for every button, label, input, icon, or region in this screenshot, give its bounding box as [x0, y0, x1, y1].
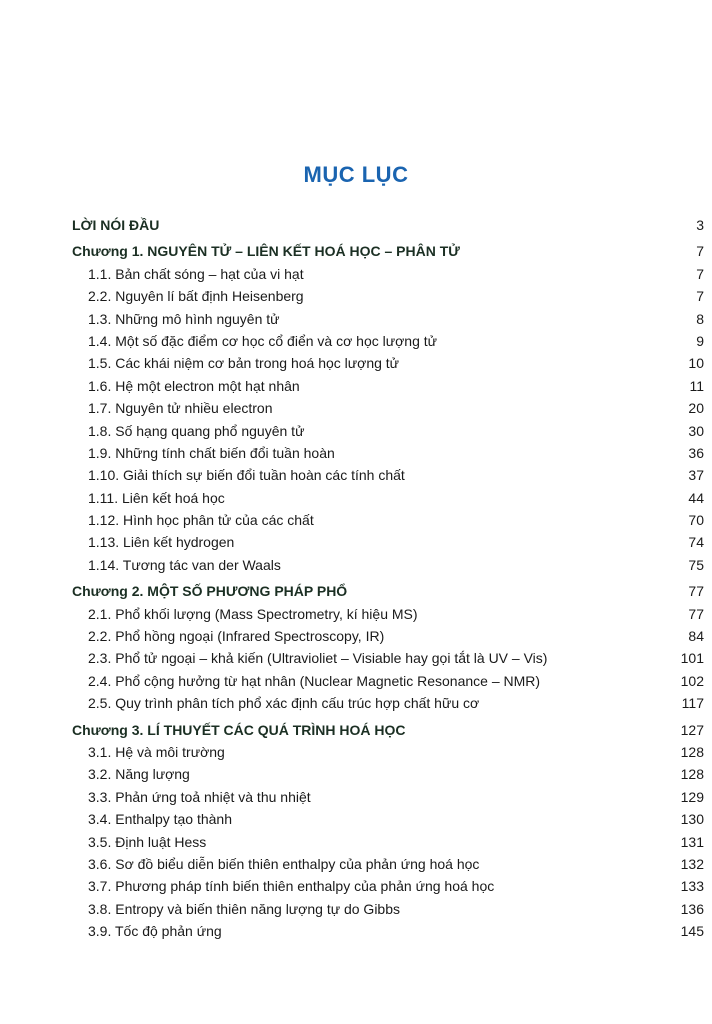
toc-entry-page-number: 132 [680, 855, 704, 872]
table-of-contents [72, 210, 704, 943]
toc-entry-page-number: 8 [696, 310, 704, 327]
toc-chapter-entry [72, 240, 704, 262]
toc-entry-label: 1.9. Những tính chất biến đổi tuần hoàn [88, 444, 335, 461]
toc-section-entry [72, 420, 704, 442]
toc-section-entry [72, 263, 704, 285]
toc-entry-label: 3.5. Định luật Hess [88, 833, 207, 850]
toc-entry-page-number: 9 [696, 332, 704, 349]
toc-entry-page-number: 70 [688, 512, 704, 529]
toc-entry-label: 2.5. Quy trình phân tích phổ xác định cấu trúc hợp chất hữu cơ [88, 695, 480, 712]
toc-chapter-entry [72, 214, 704, 236]
toc-entry-label: 3.6. Sơ đồ biểu diễn biến thiên enthalpy của phản ứng hoá học [88, 855, 480, 872]
toc-entry-label: 1.4. Một số đặc điểm cơ học cổ điển và cơ học lượng tử [88, 332, 438, 349]
toc-entry-page-number: 3 [696, 217, 704, 233]
toc-chapter-entry [72, 580, 704, 602]
toc-section-entry [72, 397, 704, 419]
toc-section-entry [72, 647, 704, 669]
toc-entry-label: Chương 3. LÍ THUYẾT CÁC QUÁ TRÌNH HOÁ HỌC [72, 721, 406, 738]
toc-section-entry [72, 741, 704, 763]
toc-section-entry [72, 487, 704, 509]
toc-entry-label: Chương 2. MỘT SỐ PHƯƠNG PHÁP PHỔ [72, 583, 348, 600]
toc-entry-page-number: 11 [689, 377, 704, 394]
toc-entry-label: 3.9. Tốc độ phản ứng [88, 923, 222, 940]
toc-entry-label: 1.7. Nguyên tử nhiều electron [88, 400, 273, 417]
toc-entry-page-number: 36 [688, 444, 704, 461]
toc-entry-page-number: 37 [688, 467, 704, 484]
toc-entry-label: 3.7. Phương pháp tính biến thiên enthalpy của phản ứng hoá học [88, 878, 495, 895]
toc-section-entry [72, 875, 704, 897]
toc-entry-label: 1.11. Liên kết hoá học [88, 489, 225, 506]
toc-entry-label: 1.12. Hình học phân tử của các chất [88, 512, 314, 529]
toc-entry-label: 2.2. Nguyên lí bất định Heisenberg [88, 288, 304, 305]
toc-entry-label: 2.1. Phổ khối lượng (Mass Spectrometry, kí hiệu MS) [88, 605, 418, 622]
toc-entry-page-number: 10 [688, 355, 704, 372]
toc-section-entry [72, 808, 704, 830]
toc-entry-label: 2.3. Phổ tử ngoại – khả kiến (Ultravioliet – Visiable hay gọi tắt là UV – Vis) [88, 650, 548, 667]
toc-section-entry [72, 442, 704, 464]
toc-entry-page-number: 136 [680, 900, 704, 917]
toc-section-entry [72, 898, 704, 920]
toc-entry-label: 1.3. Những mô hình nguyên tử [88, 310, 280, 327]
toc-entry-page-number: 84 [688, 628, 704, 645]
toc-entry-page-number: 30 [688, 422, 704, 439]
toc-section-entry [72, 692, 704, 714]
toc-entry-page-number: 129 [680, 788, 704, 805]
toc-entry-label: 1.5. Các khái niệm cơ bản trong hoá học lượng tử [88, 355, 400, 372]
toc-section-entry [72, 308, 704, 330]
toc-entry-page-number: 133 [680, 878, 704, 895]
toc-section-entry [72, 464, 704, 486]
toc-entry-page-number: 44 [688, 489, 704, 506]
toc-entry-page-number: 102 [680, 672, 704, 689]
toc-entry-page-number: 145 [680, 923, 704, 940]
toc-entry-page-number: 131 [680, 833, 704, 850]
toc-entry-page-number: 117 [681, 695, 704, 712]
toc-entry-page-number: 7 [696, 265, 704, 282]
toc-entry-page-number: 77 [688, 605, 704, 622]
toc-entry-page-number: 130 [680, 811, 704, 828]
toc-section-entry [72, 670, 704, 692]
toc-entry-page-number: 7 [696, 288, 704, 305]
toc-section-entry [72, 786, 704, 808]
toc-entry-label: 3.3. Phản ứng toả nhiệt và thu nhiệt [88, 788, 311, 805]
toc-entry-label: 2.2. Phổ hồng ngoại (Infrared Spectroscopy, IR) [88, 628, 385, 645]
toc-entry-page-number: 75 [688, 556, 704, 573]
toc-section-entry [72, 330, 704, 352]
toc-entry-label: 2.4. Phổ cộng hưởng từ hạt nhân (Nuclear Magnetic Resonance – NMR) [88, 672, 541, 689]
toc-entry-label: 1.13. Liên kết hydrogen [88, 534, 235, 551]
toc-section-entry [72, 375, 704, 397]
toc-section-entry [72, 920, 704, 942]
toc-entry-page-number: 128 [680, 743, 704, 760]
toc-section-entry [72, 603, 704, 625]
toc-entry-label: LỜI NÓI ĐẦU [72, 217, 160, 233]
toc-entry-label: 3.4. Enthalpy tạo thành [88, 811, 232, 828]
toc-section-entry [72, 285, 704, 307]
toc-section-entry [72, 853, 704, 875]
toc-chapter-entry [72, 719, 704, 741]
toc-section-entry [72, 763, 704, 785]
toc-section-entry [72, 831, 704, 853]
toc-entry-label: 1.6. Hệ một electron một hạt nhân [88, 377, 300, 394]
toc-section-entry [72, 509, 704, 531]
toc-section-entry [72, 531, 704, 553]
toc-entry-label: 3.8. Entropy và biến thiên năng lượng tự do Gibbs [88, 900, 401, 917]
toc-entry-label: 3.1. Hệ và môi trường [88, 743, 225, 760]
toc-entry-label: 3.2. Năng lượng [88, 766, 190, 783]
toc-entry-page-number: 7 [696, 243, 704, 260]
toc-entry-page-number: 128 [680, 766, 704, 783]
toc-entry-page-number: 77 [688, 583, 704, 600]
toc-entry-page-number: 101 [680, 650, 704, 667]
toc-entry-label: Chương 1. NGUYÊN TỬ – LIÊN KẾT HOÁ HỌC – PHÂN TỬ [72, 243, 460, 260]
toc-entry-label: 1.10. Giải thích sự biến đổi tuần hoàn các tính chất [88, 467, 405, 484]
toc-entry-page-number: 127 [680, 721, 704, 738]
toc-entry-page-number: 20 [688, 400, 704, 417]
toc-section-entry [72, 554, 704, 576]
toc-entry-label: 1.14. Tương tác van der Waals [88, 556, 281, 573]
toc-section-entry [72, 352, 704, 374]
toc-entry-label: 1.8. Số hạng quang phổ nguyên tử [88, 422, 305, 439]
toc-entry-page-number: 74 [688, 534, 704, 551]
toc-section-entry [72, 625, 704, 647]
toc-entry-label: 1.1. Bản chất sóng – hạt của vi hạt [88, 265, 304, 282]
page-title: MỤC LỤC [303, 162, 409, 187]
